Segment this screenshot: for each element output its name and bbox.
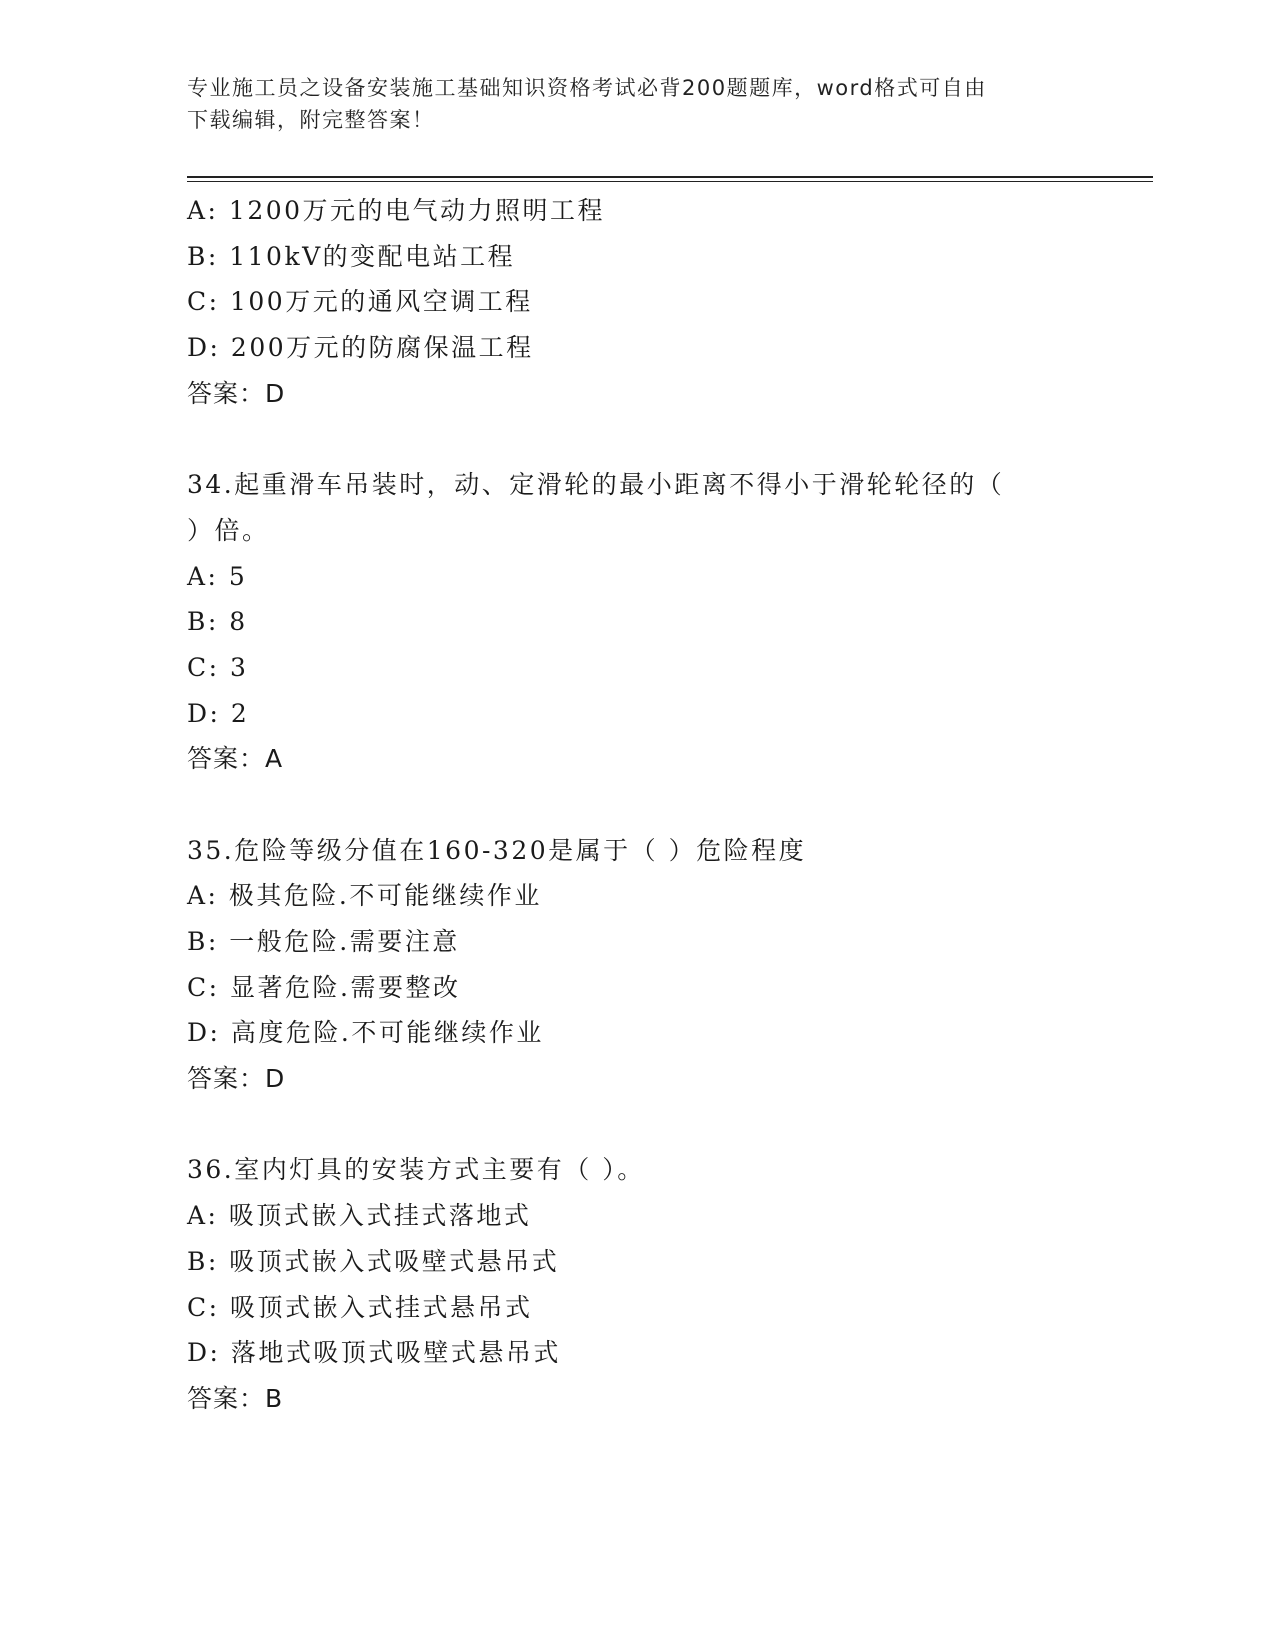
- option-b: B: 吸顶式嵌入式吸壁式悬吊式: [187, 1246, 560, 1276]
- question-stem-line-1: 34.起重滑车吊装时，动、定滑轮的最小距离不得小于滑轮轮径的（: [187, 470, 1005, 500]
- option-d: D: 落地式吸顶式吸壁式悬吊式: [187, 1338, 561, 1368]
- question-stem-line-2: ）倍。: [187, 515, 270, 545]
- option-c: C: 3: [187, 652, 249, 682]
- option-d: D: 200万元的防腐保温工程: [187, 333, 534, 363]
- option-b: B: 一般危险.需要注意: [187, 927, 460, 956]
- option-b: B: 110kV的变配电站工程: [187, 241, 516, 271]
- question-stem-line-1: 36.室内灯具的安装方式主要有（ ）。: [187, 1155, 645, 1185]
- header-rule-thin: [187, 181, 1153, 182]
- option-a: A: 极其危险.不可能继续作业: [187, 881, 542, 911]
- option-a: A: 5: [187, 561, 248, 591]
- answer-line: 答案：A: [187, 744, 284, 774]
- option-b: B: 8: [187, 607, 248, 637]
- question-list: [187, 188, 1087, 1422]
- question-stem-line-1: 35.危险等级分值在160-320是属于（ ）危险程度: [187, 835, 807, 865]
- header-line-2: 下载编辑，附完整答案！: [187, 108, 435, 132]
- question-36-block: [187, 1147, 1087, 1421]
- question-34-block: [187, 462, 1087, 782]
- answer-line: 答案：D: [187, 378, 286, 408]
- header-line-1: 专业施工员之设备安装施工基础知识资格考试必背200题题库，word格式可自由: [187, 76, 987, 100]
- option-d: D: 高度危险.不可能继续作业: [187, 1018, 544, 1048]
- answer-line: 答案：D: [187, 1064, 286, 1094]
- option-a: A: 吸顶式嵌入式挂式落地式: [187, 1201, 532, 1231]
- answer-line: 答案：B: [187, 1383, 284, 1413]
- option-c: C: 显著危险.需要整改: [187, 972, 461, 1002]
- document-header: [187, 72, 1067, 136]
- spacer: [187, 1102, 1087, 1148]
- prev-question-block: [187, 188, 1087, 416]
- spacer: [187, 416, 1087, 462]
- option-d: D: 2: [187, 698, 250, 728]
- option-a: A: 1200万元的电气动力照明工程: [187, 196, 606, 225]
- option-c: C: 吸顶式嵌入式挂式悬吊式: [187, 1292, 533, 1322]
- header-rule-thick: [187, 176, 1153, 178]
- question-35-block: [187, 828, 1087, 1102]
- option-c: C: 100万元的通风空调工程: [187, 287, 533, 317]
- spacer: [187, 782, 1087, 828]
